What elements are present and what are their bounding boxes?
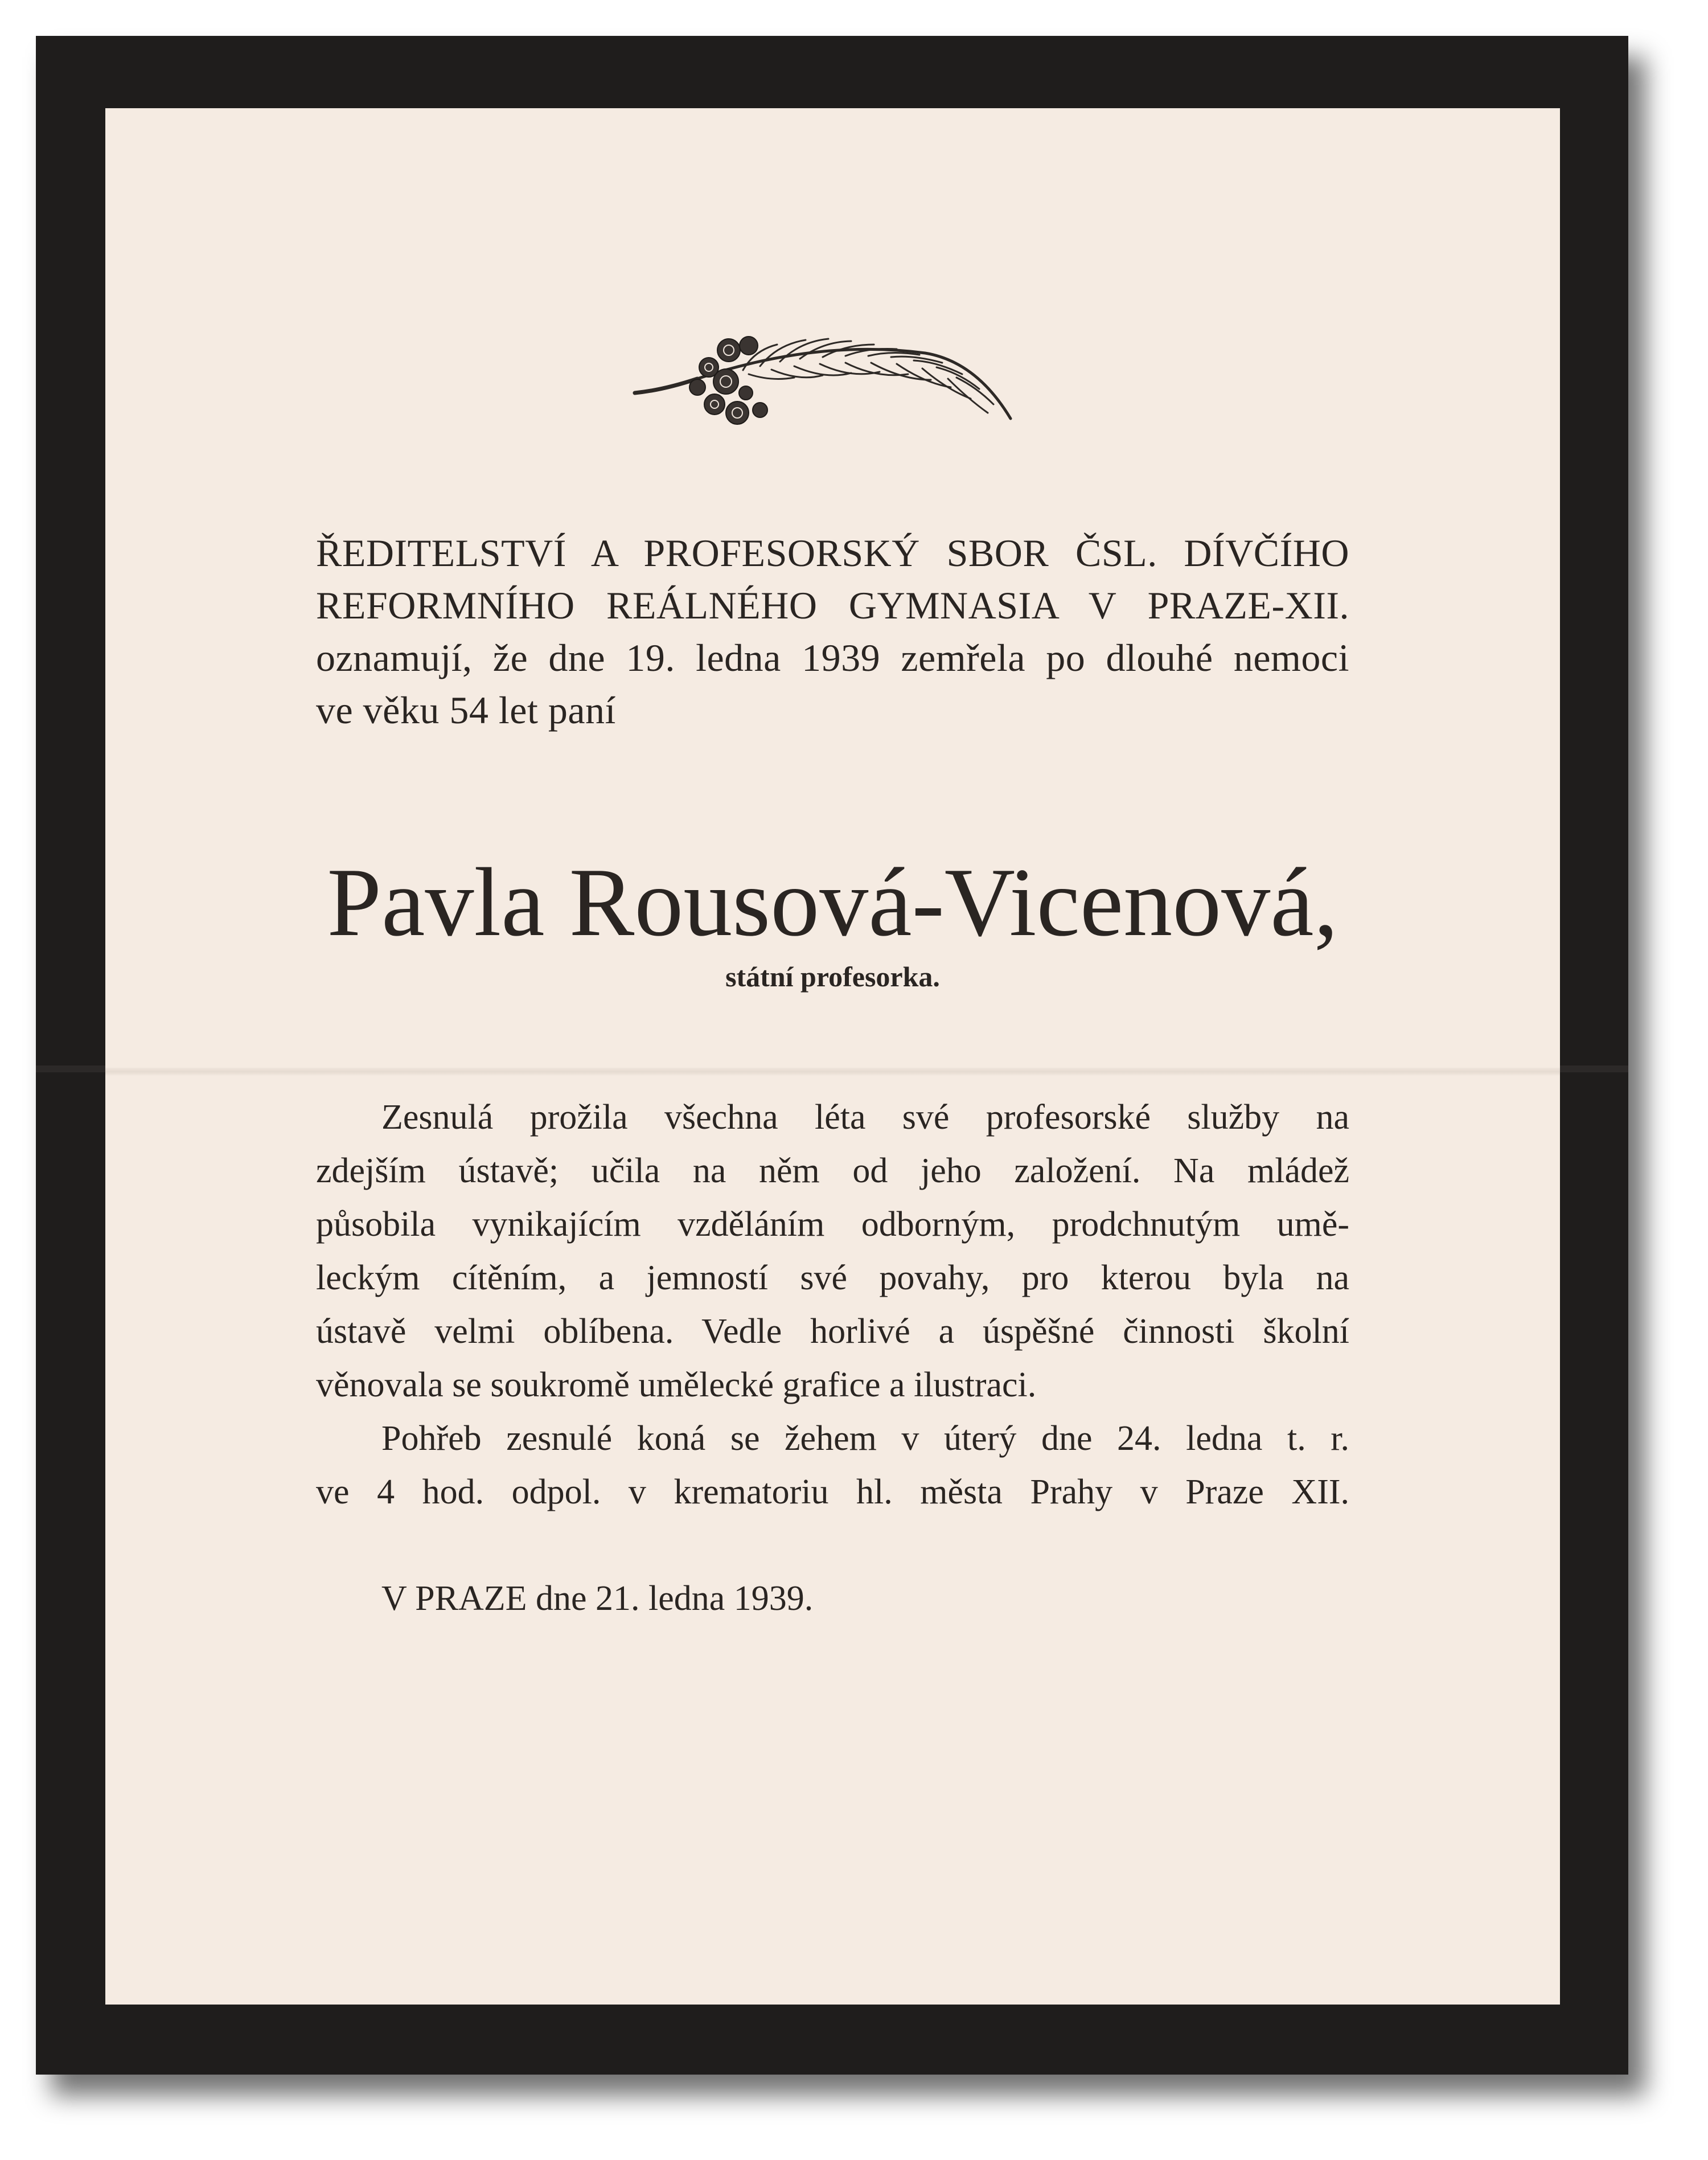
body-line: působila vynikajícím vzděláním odborným, prodchnutým umě-	[316, 1205, 1349, 1244]
header-line: ŘEDITELSTVÍ A PROFESORSKÝ SBOR ČSL. DÍVČÍHO	[316, 531, 1349, 575]
obituary-body	[316, 1091, 1349, 1519]
notice-paper	[105, 108, 1560, 2005]
body-line: Zesnulá prožila všechna léta své profesorské služby na	[381, 1098, 1349, 1137]
header-line: ve věku 54 let paní	[316, 688, 616, 732]
header-line: oznamují, že dne 19. ledna 1939 zemřela po dlouhé nemoci	[316, 636, 1349, 679]
funeral-line: Pohřeb zesnulé koná se žehem v úterý dne 24. ledna t. r.	[381, 1419, 1349, 1458]
funeral-line: ve 4 hod. odpol. v krematoriu hl. města Prahy v Praze XII.	[316, 1473, 1349, 1511]
body-line: zdejším ústavě; učila na něm od jeho založení. Na mládež	[316, 1151, 1349, 1190]
deceased-title: státní profesorka.	[725, 961, 940, 993]
announcement-header	[316, 527, 1349, 736]
body-line: věnovala se soukromě umělecké grafice a ilustraci.	[316, 1366, 1037, 1404]
palm-branch-with-roses-icon	[629, 327, 1022, 447]
fold-crease	[105, 1068, 1560, 1076]
body-line: leckým cítěním, a jemností své povahy, pro kterou byla na	[316, 1259, 1349, 1297]
fold-crease-left	[36, 1065, 105, 1072]
deceased-name: Pavla Rousová-Vicenová,	[327, 849, 1339, 957]
header-line: REFORMNÍHO REÁLNÉHO GYMNASIA V PRAZE-XII.	[316, 584, 1349, 627]
place-and-date: V PRAZE dne 21. ledna 1939.	[381, 1579, 814, 1618]
fold-crease-right	[1560, 1065, 1628, 1072]
body-line: ústavě velmi oblíbena. Vedle horlivé a úspěšné činnosti školní	[316, 1312, 1349, 1351]
